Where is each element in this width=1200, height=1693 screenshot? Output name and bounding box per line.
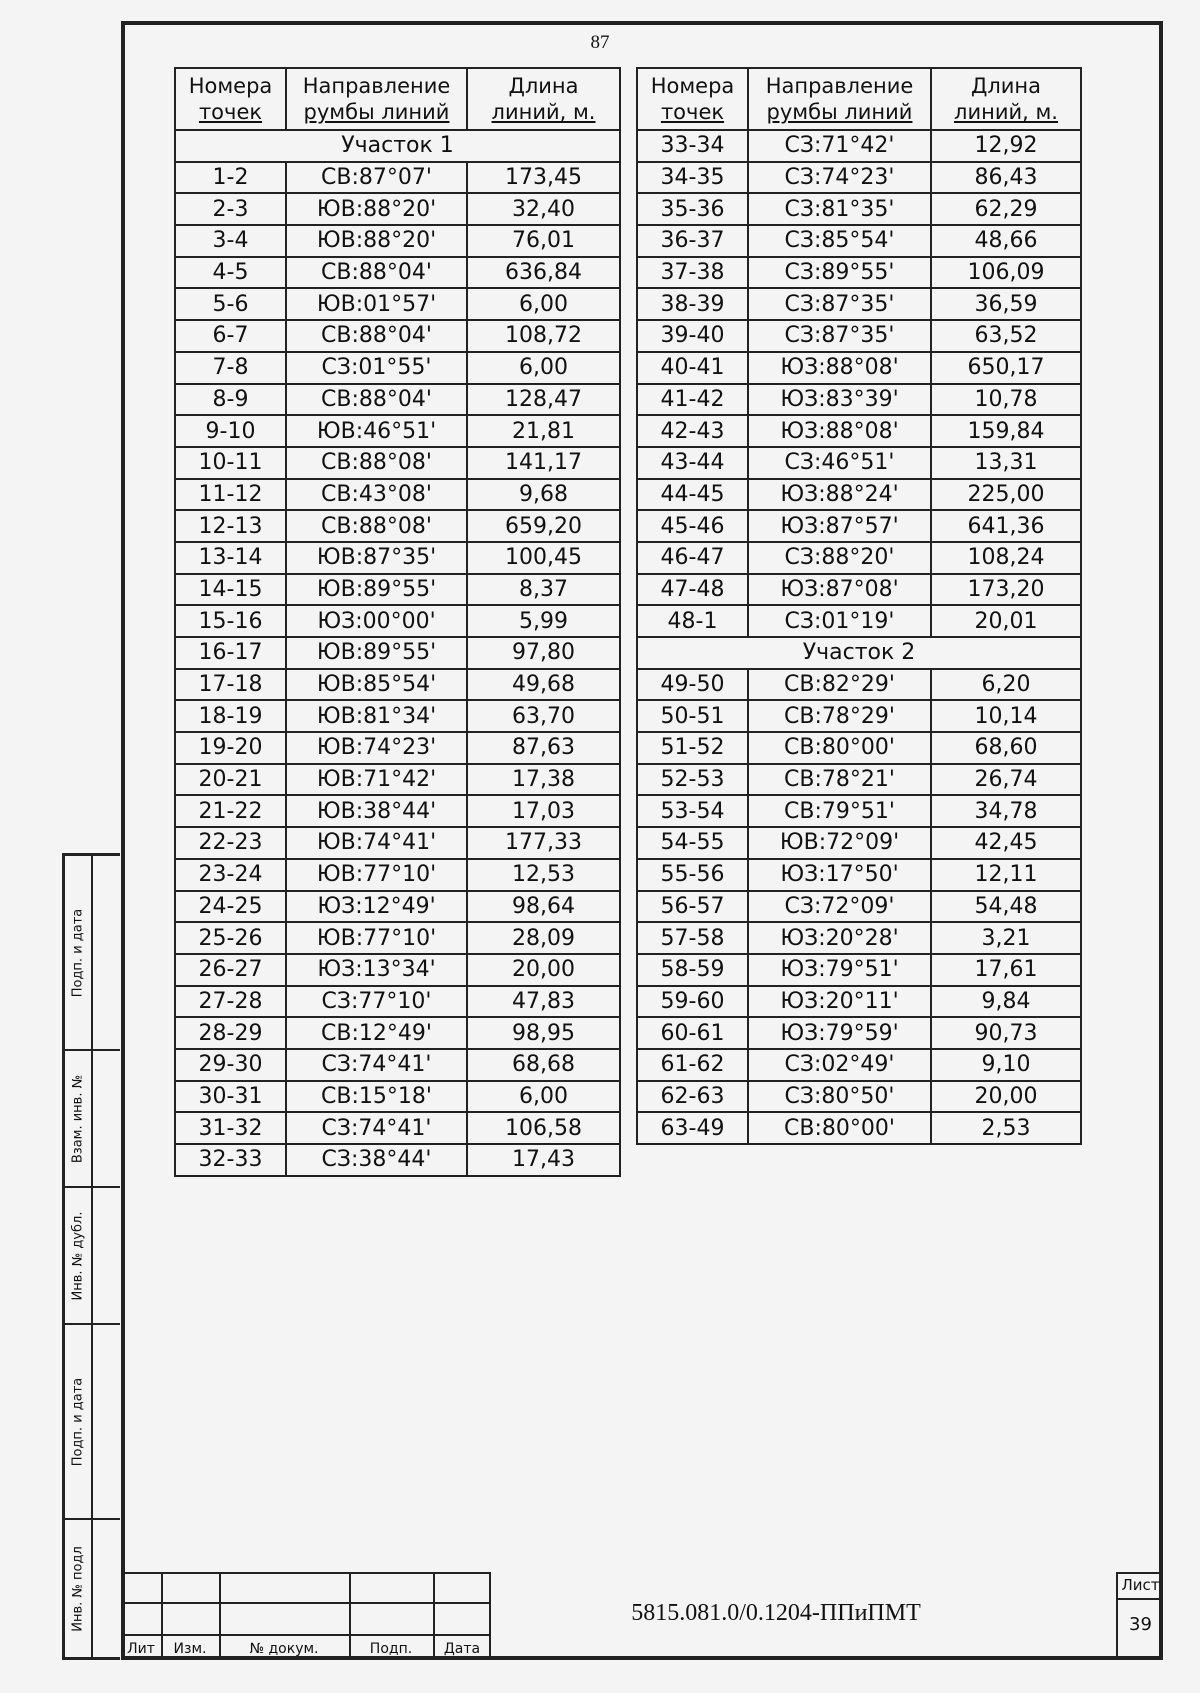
direction-cell: ЮВ:89°55' (286, 637, 467, 669)
length-cell: 98,95 (467, 1017, 620, 1049)
direction-cell: ЮЗ:20°28' (748, 922, 931, 954)
direction-cell: СЗ:81°35' (748, 193, 931, 225)
length-cell: 63,52 (931, 320, 1081, 352)
table-row (637, 510, 1081, 542)
table-row (175, 795, 620, 827)
direction-cell: СЗ:01°55' (286, 352, 467, 384)
sidebar-label: Взам. инв. № (70, 1074, 86, 1163)
point-pair-cell: 43-44 (637, 447, 748, 479)
point-pair-cell: 40-41 (637, 352, 748, 384)
direction-cell: ЮЗ:88°08' (748, 415, 931, 447)
direction-cell: ЮЗ:00°00' (286, 605, 467, 637)
point-pair-cell: 62-63 (637, 1081, 748, 1113)
table-row (637, 415, 1081, 447)
length-cell: 28,09 (467, 922, 620, 954)
direction-cell: СВ:78°29' (748, 700, 931, 732)
point-pair-cell: 46-47 (637, 542, 748, 574)
table-row (637, 922, 1081, 954)
table-row (175, 384, 620, 416)
direction-cell: ЮВ:88°20' (286, 193, 467, 225)
table-row (175, 447, 620, 479)
table-header-row (637, 68, 1081, 130)
length-cell: 225,00 (931, 479, 1081, 511)
direction-cell: СВ:12°49' (286, 1017, 467, 1049)
length-cell: 87,63 (467, 732, 620, 764)
table-row (637, 193, 1081, 225)
table-row (637, 1081, 1081, 1113)
table-row (637, 257, 1081, 289)
point-pair-cell: 51-52 (637, 732, 748, 764)
point-pair-cell: 53-54 (637, 795, 748, 827)
direction-cell: СЗ:88°20' (748, 542, 931, 574)
table-row (637, 891, 1081, 923)
direction-cell: ЮВ:77°10' (286, 922, 467, 954)
point-pair-cell: 63-49 (637, 1112, 748, 1144)
table-row (175, 574, 620, 606)
table-row (637, 954, 1081, 986)
point-pair-cell: 58-59 (637, 954, 748, 986)
direction-cell: ЮВ:81°34' (286, 700, 467, 732)
table-row (637, 352, 1081, 384)
point-pair-cell: 10-11 (175, 447, 286, 479)
length-cell: 12,92 (931, 130, 1081, 162)
point-pair-cell: 3-4 (175, 225, 286, 257)
point-pair-cell: 7-8 (175, 352, 286, 384)
point-pair-cell: 41-42 (637, 384, 748, 416)
point-pair-cell: 36-37 (637, 225, 748, 257)
sidebar-label: Инв. № дубл. (70, 1211, 86, 1300)
direction-cell: СЗ:74°41' (286, 1112, 467, 1144)
length-cell: 20,01 (931, 605, 1081, 637)
length-cell: 68,68 (467, 1049, 620, 1081)
point-pair-cell: 44-45 (637, 479, 748, 511)
table-row (637, 764, 1081, 796)
point-pair-cell: 50-51 (637, 700, 748, 732)
table-row (637, 447, 1081, 479)
direction-cell: СВ:88°08' (286, 510, 467, 542)
point-pair-cell: 34-35 (637, 162, 748, 194)
point-pair-cell: 27-28 (175, 986, 286, 1018)
length-cell: 21,81 (467, 415, 620, 447)
point-pair-cell: 8-9 (175, 384, 286, 416)
direction-cell: СЗ:77°10' (286, 986, 467, 1018)
length-cell: 10,78 (931, 384, 1081, 416)
sidebar-cell-inv-dubl (65, 1188, 120, 1325)
point-pair-cell: 6-7 (175, 320, 286, 352)
direction-cell: ЮЗ:79°51' (748, 954, 931, 986)
direction-cell: СВ:88°04' (286, 384, 467, 416)
table-row (175, 922, 620, 954)
length-cell: 26,74 (931, 764, 1081, 796)
table-row (637, 130, 1081, 162)
length-cell: 98,64 (467, 891, 620, 923)
direction-cell: СВ:87°07' (286, 162, 467, 194)
length-cell: 86,43 (931, 162, 1081, 194)
stamp-podp: Подп. (369, 1641, 413, 1657)
point-pair-cell: 12-13 (175, 510, 286, 542)
sidebar-label: Подп. и дата (70, 1377, 86, 1466)
header-length: Длина линий, м. (467, 68, 620, 130)
direction-cell: СЗ:72°09' (748, 891, 931, 923)
direction-cell: ЮВ:74°41' (286, 827, 467, 859)
length-cell: 49,68 (467, 669, 620, 701)
direction-cell: ЮВ:71°42' (286, 764, 467, 796)
length-cell: 100,45 (467, 542, 620, 574)
stamp-lit: Лит (127, 1641, 155, 1657)
length-cell: 32,40 (467, 193, 620, 225)
direction-cell: СВ:88°08' (286, 447, 467, 479)
sidebar-cell-vzam-inv (65, 1051, 120, 1188)
direction-cell: СВ:88°04' (286, 257, 467, 289)
point-pair-cell: 52-53 (637, 764, 748, 796)
length-cell: 12,53 (467, 859, 620, 891)
direction-cell: ЮЗ:20°11' (748, 986, 931, 1018)
point-pair-cell: 54-55 (637, 827, 748, 859)
length-cell: 48,66 (931, 225, 1081, 257)
table-row (175, 415, 620, 447)
right-table (636, 67, 1082, 1145)
length-cell: 63,70 (467, 700, 620, 732)
length-cell: 90,73 (931, 1017, 1081, 1049)
direction-cell: ЮВ:88°20' (286, 225, 467, 257)
point-pair-cell: 4-5 (175, 257, 286, 289)
point-pair-cell: 38-39 (637, 288, 748, 320)
length-cell: 8,37 (467, 574, 620, 606)
length-cell: 6,00 (467, 352, 620, 384)
header-direction: Направление румбы линий (748, 68, 931, 130)
point-pair-cell: 11-12 (175, 479, 286, 511)
point-pair-cell: 29-30 (175, 1049, 286, 1081)
length-cell: 68,60 (931, 732, 1081, 764)
sidebar-cell-podp-data-2 (65, 1325, 120, 1520)
stamp-doc-no: № докум. (249, 1641, 319, 1657)
length-cell: 20,00 (931, 1081, 1081, 1113)
length-cell: 9,84 (931, 986, 1081, 1018)
direction-cell: СВ:88°04' (286, 320, 467, 352)
section-title-1: Участок 1 (175, 130, 620, 162)
point-pair-cell: 56-57 (637, 891, 748, 923)
point-pair-cell: 9-10 (175, 415, 286, 447)
point-pair-cell: 47-48 (637, 574, 748, 606)
length-cell: 141,17 (467, 447, 620, 479)
direction-cell: СЗ:80°50' (748, 1081, 931, 1113)
table-row (637, 288, 1081, 320)
direction-cell: СЗ:01°19' (748, 605, 931, 637)
table-row (175, 352, 620, 384)
point-pair-cell: 2-3 (175, 193, 286, 225)
direction-cell: ЮВ:87°35' (286, 542, 467, 574)
length-cell: 5,99 (467, 605, 620, 637)
length-cell: 106,58 (467, 1112, 620, 1144)
length-cell: 17,38 (467, 764, 620, 796)
direction-cell: СЗ:85°54' (748, 225, 931, 257)
table-row (175, 1112, 620, 1144)
direction-cell: СВ:80°00' (748, 732, 931, 764)
direction-cell: СЗ:02°49' (748, 1049, 931, 1081)
length-cell: 9,68 (467, 479, 620, 511)
table-row (637, 700, 1081, 732)
length-cell: 659,20 (467, 510, 620, 542)
length-cell: 12,11 (931, 859, 1081, 891)
direction-cell: ЮВ:85°54' (286, 669, 467, 701)
direction-cell: ЮЗ:88°24' (748, 479, 931, 511)
header-length: Длина линий, м. (931, 68, 1081, 130)
direction-cell: ЮЗ:13°34' (286, 954, 467, 986)
direction-cell: СЗ:71°42' (748, 130, 931, 162)
stamp-data: Дата (443, 1641, 481, 1657)
length-cell: 47,83 (467, 986, 620, 1018)
length-cell: 6,00 (467, 288, 620, 320)
point-pair-cell: 37-38 (637, 257, 748, 289)
point-pair-cell: 42-43 (637, 415, 748, 447)
direction-cell: ЮВ:74°23' (286, 732, 467, 764)
sidebar-cell-podp-data-1 (65, 856, 120, 1051)
length-cell: 42,45 (931, 827, 1081, 859)
header-direction: Направление румбы линий (286, 68, 467, 130)
point-pair-cell: 61-62 (637, 1049, 748, 1081)
table-row (637, 859, 1081, 891)
direction-cell: ЮВ:89°55' (286, 574, 467, 606)
title-block (121, 1572, 1163, 1660)
direction-cell: СВ:82°29' (748, 669, 931, 701)
sheet-number: 39 (1129, 1614, 1152, 1635)
length-cell: 9,10 (931, 1049, 1081, 1081)
direction-cell: ЮВ:46°51' (286, 415, 467, 447)
sheet-label: Лист (1118, 1576, 1163, 1600)
sidebar-label: Инв. № подл (70, 1545, 86, 1632)
length-cell: 34,78 (931, 795, 1081, 827)
point-pair-cell: 39-40 (637, 320, 748, 352)
table-row (637, 479, 1081, 511)
direction-cell: ЮВ:72°09' (748, 827, 931, 859)
direction-cell: СЗ:74°23' (748, 162, 931, 194)
direction-cell: СЗ:87°35' (748, 288, 931, 320)
table-row (175, 288, 620, 320)
header-point-numbers: Номера точек (175, 68, 286, 130)
table-row (175, 669, 620, 701)
point-pair-cell: 49-50 (637, 669, 748, 701)
direction-cell: СВ:78°21' (748, 764, 931, 796)
table-row (637, 986, 1081, 1018)
table-row (637, 320, 1081, 352)
point-pair-cell: 22-23 (175, 827, 286, 859)
direction-cell: СЗ:38°44' (286, 1144, 467, 1176)
length-cell: 17,03 (467, 795, 620, 827)
table-row (175, 1017, 620, 1049)
table-row (175, 954, 620, 986)
point-pair-cell: 13-14 (175, 542, 286, 574)
length-cell: 20,00 (467, 954, 620, 986)
point-pair-cell: 30-31 (175, 1081, 286, 1113)
table-row (637, 162, 1081, 194)
length-cell: 54,48 (931, 891, 1081, 923)
direction-cell: ЮЗ:79°59' (748, 1017, 931, 1049)
length-cell: 17,43 (467, 1144, 620, 1176)
length-cell: 76,01 (467, 225, 620, 257)
length-cell: 6,00 (467, 1081, 620, 1113)
table-row (637, 542, 1081, 574)
table-header-row (175, 68, 620, 130)
direction-cell: СЗ:89°55' (748, 257, 931, 289)
direction-cell: СЗ:46°51' (748, 447, 931, 479)
length-cell: 108,24 (931, 542, 1081, 574)
length-cell: 6,20 (931, 669, 1081, 701)
table-row (175, 193, 620, 225)
point-pair-cell: 5-6 (175, 288, 286, 320)
point-pair-cell: 21-22 (175, 795, 286, 827)
document-code: 5815.081.0/0.1204-ППиПМТ (631, 1600, 921, 1626)
length-cell: 106,09 (931, 257, 1081, 289)
length-cell: 62,29 (931, 193, 1081, 225)
point-pair-cell: 31-32 (175, 1112, 286, 1144)
table-row (637, 827, 1081, 859)
length-cell: 108,72 (467, 320, 620, 352)
direction-cell: ЮЗ:88°08' (748, 352, 931, 384)
length-cell: 159,84 (931, 415, 1081, 447)
point-pair-cell: 48-1 (637, 605, 748, 637)
direction-cell: СВ:43°08' (286, 479, 467, 511)
direction-cell: ЮЗ:17°50' (748, 859, 931, 891)
table-row (637, 795, 1081, 827)
point-pair-cell: 25-26 (175, 922, 286, 954)
table-row (175, 859, 620, 891)
stamp-izm: Изм. (173, 1641, 207, 1657)
point-pair-cell: 23-24 (175, 859, 286, 891)
table-row (175, 225, 620, 257)
direction-cell: СВ:79°51' (748, 795, 931, 827)
direction-cell: ЮЗ:87°08' (748, 574, 931, 606)
point-pair-cell: 28-29 (175, 1017, 286, 1049)
table-row (175, 700, 620, 732)
point-pair-cell: 14-15 (175, 574, 286, 606)
direction-cell: ЮВ:38°44' (286, 795, 467, 827)
table-row (637, 669, 1081, 701)
direction-cell: СЗ:87°35' (748, 320, 931, 352)
point-pair-cell: 16-17 (175, 637, 286, 669)
sidebar-cell-inv-podl (65, 1520, 120, 1657)
point-pair-cell: 17-18 (175, 669, 286, 701)
point-pair-cell: 33-34 (637, 130, 748, 162)
left-table (174, 67, 621, 1177)
point-pair-cell: 18-19 (175, 700, 286, 732)
table-row (175, 1081, 620, 1113)
length-cell: 3,21 (931, 922, 1081, 954)
table-row (637, 574, 1081, 606)
direction-cell: ЮЗ:83°39' (748, 384, 931, 416)
table-row (175, 827, 620, 859)
point-pair-cell: 20-21 (175, 764, 286, 796)
point-pair-cell: 19-20 (175, 732, 286, 764)
point-pair-cell: 45-46 (637, 510, 748, 542)
length-cell: 636,84 (467, 257, 620, 289)
length-cell: 10,14 (931, 700, 1081, 732)
direction-cell: ЮЗ:12°49' (286, 891, 467, 923)
point-pair-cell: 32-33 (175, 1144, 286, 1176)
direction-cell: ЮЗ:87°57' (748, 510, 931, 542)
point-pair-cell: 24-25 (175, 891, 286, 923)
sheet-box (1116, 1572, 1163, 1660)
point-pair-cell: 60-61 (637, 1017, 748, 1049)
sidebar-stamp (62, 853, 120, 1660)
direction-cell: СВ:15°18' (286, 1081, 467, 1113)
table-row (175, 479, 620, 511)
table-row (175, 257, 620, 289)
point-pair-cell: 57-58 (637, 922, 748, 954)
table-row (175, 986, 620, 1018)
header-point-numbers: Номера точек (637, 68, 748, 130)
length-cell: 650,17 (931, 352, 1081, 384)
table-row (175, 891, 620, 923)
direction-cell: СВ:80°00' (748, 1112, 931, 1144)
point-pair-cell: 55-56 (637, 859, 748, 891)
length-cell: 128,47 (467, 384, 620, 416)
table-row (175, 320, 620, 352)
direction-cell: ЮВ:01°57' (286, 288, 467, 320)
point-pair-cell: 1-2 (175, 162, 286, 194)
point-pair-cell: 26-27 (175, 954, 286, 986)
table-row (637, 1049, 1081, 1081)
table-row (637, 732, 1081, 764)
table-row (175, 1049, 620, 1081)
table-row (637, 1017, 1081, 1049)
page-number: 87 (590, 32, 610, 53)
table-row (175, 732, 620, 764)
length-cell: 173,20 (931, 574, 1081, 606)
length-cell: 17,61 (931, 954, 1081, 986)
table-row (175, 162, 620, 194)
direction-cell: ЮВ:77°10' (286, 859, 467, 891)
length-cell: 2,53 (931, 1112, 1081, 1144)
length-cell: 36,59 (931, 288, 1081, 320)
length-cell: 13,31 (931, 447, 1081, 479)
table-row (175, 637, 620, 669)
point-pair-cell: 15-16 (175, 605, 286, 637)
table-row (637, 605, 1081, 637)
length-cell: 641,36 (931, 510, 1081, 542)
point-pair-cell: 35-36 (637, 193, 748, 225)
length-cell: 97,80 (467, 637, 620, 669)
length-cell: 173,45 (467, 162, 620, 194)
point-pair-cell: 59-60 (637, 986, 748, 1018)
table-row (175, 605, 620, 637)
table-row (637, 1112, 1081, 1144)
sidebar-label: Подп. и дата (70, 908, 86, 997)
table-row (175, 764, 620, 796)
table-row (175, 1144, 620, 1176)
table-row (175, 542, 620, 574)
section-title-2: Участок 2 (637, 637, 1081, 669)
table-row (175, 510, 620, 542)
table-row (637, 384, 1081, 416)
direction-cell: СЗ:74°41' (286, 1049, 467, 1081)
table-row (637, 225, 1081, 257)
length-cell: 177,33 (467, 827, 620, 859)
